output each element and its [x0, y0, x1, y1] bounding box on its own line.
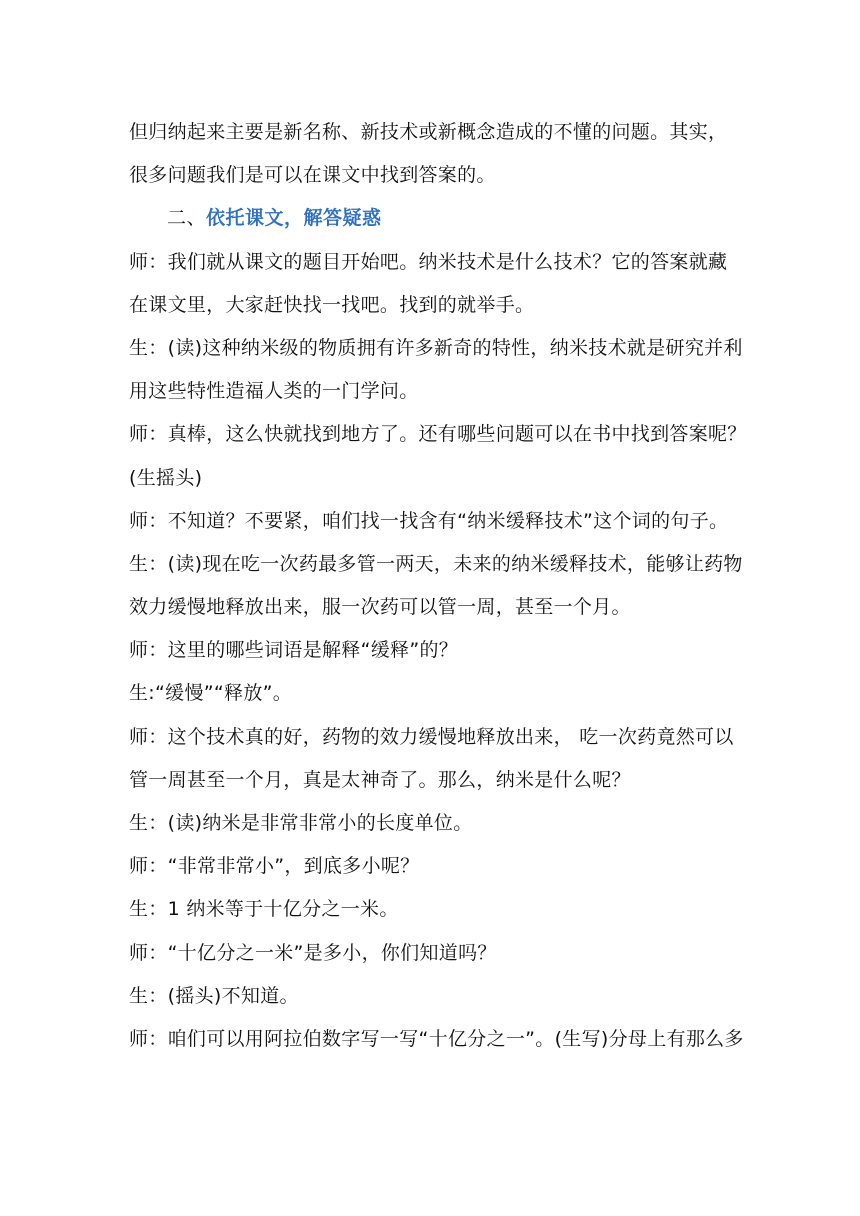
text-line: 师：我们就从课文的题目开始吧。纳米技术是什么技术？它的答案就藏: [129, 250, 728, 273]
text-line: 但归纳起来主要是新名称、新技术或新概念造成的不懂的问题。其实，: [129, 121, 728, 143]
text-line: 师：真棒，这么快就找到地方了。还有哪些问题可以在书中找到答案呢？: [129, 423, 747, 446]
text-line: 师：这里的哪些词语是解释“缓释”的？: [129, 639, 459, 662]
text-line: 生：1 纳米等于十亿分之一米。: [129, 898, 399, 921]
text-line: 生：(摇头)不知道。: [129, 984, 299, 1007]
text-line: (生摇头): [129, 466, 203, 489]
text-line: 生:“缓慢”“释放”。: [129, 682, 293, 705]
text-line: 管一周甚至一个月，真是太神奇了。那么，纳米是什么呢？: [129, 768, 631, 791]
text-line: 用这些特性造福人类的一门学问。: [129, 380, 419, 403]
text-line: 生：(读)这种纳米级的物质拥有许多新奇的特性，纳米技术就是研究并利: [129, 336, 743, 359]
section-heading-number: 二、: [167, 207, 207, 230]
text-line: 师：这个技术真的好，药物的效力缓慢地释放出来， 吃一次药竟然可以: [129, 725, 734, 748]
text-line: 师：不知道？不要紧，咱们找一找含有“纳米缓释技术”这个词的句子。: [129, 509, 729, 532]
text-line: 师：咱们可以用阿拉伯数字写一写“十亿分之一”。(生写)分母上有那么多: [129, 1027, 744, 1050]
text-line: 师：“非常非常小”，到底多小呢？: [129, 855, 420, 878]
section-heading-title: 依托课文，解答疑惑: [206, 207, 382, 230]
text-line: 生：(读)现在吃一次药最多管一两天，未来的纳米缓释技术，能够让药物: [129, 552, 743, 575]
section-heading: [129, 197, 733, 240]
document-body: [129, 111, 747, 1061]
text-line: 生：(读)纳米是非常非常小的长度单位。: [129, 812, 473, 834]
text-line: 在课文里，大家赶快找一找吧。找到的就举手。: [129, 293, 535, 316]
text-line: 效力缓慢地释放出来，服一次药可以管一周，甚至一个月。: [129, 596, 631, 619]
text-line: 师：“十亿分之一米”是多小，你们知道吗？: [129, 941, 497, 964]
text-line: 很多问题我们是可以在课文中找到答案的。: [129, 164, 496, 187]
